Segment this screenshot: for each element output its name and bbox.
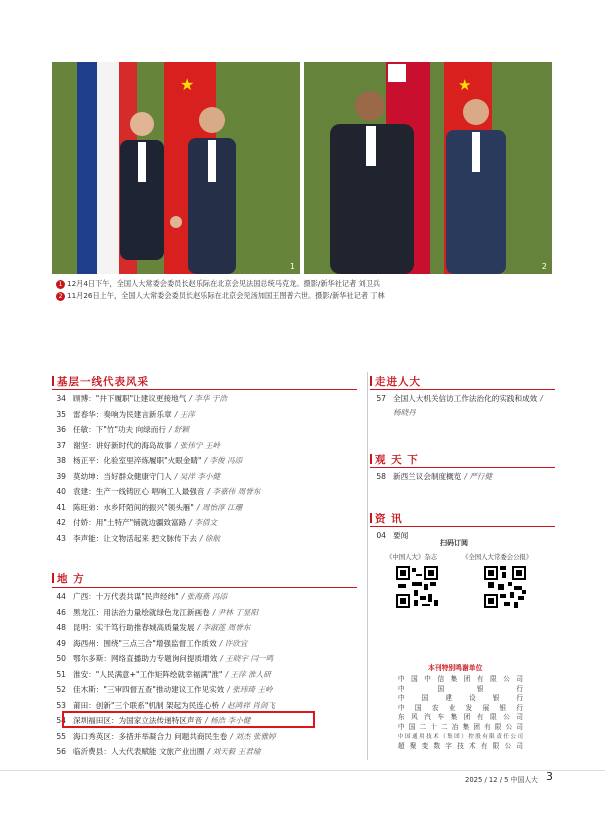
toc-title: 佳木斯："三审四督五查"推动建议工作见实效 xyxy=(73,685,225,694)
toc-page: 40 xyxy=(56,487,66,496)
toc-page: 48 xyxy=(56,623,66,632)
toc-author: / 尹林 丁显阳 xyxy=(212,607,259,617)
toc-title: 昆明：实干笃行助推春城高质量发展 xyxy=(73,623,195,632)
toc-author: / 舒颖 xyxy=(168,425,190,434)
toc-author: / 王萍 xyxy=(174,409,195,419)
sponsor-item: 中国建设银行 xyxy=(398,694,523,703)
heading-bar xyxy=(52,573,54,583)
toc-title: 李声能：让文物活起来 把文脉传下去 xyxy=(73,533,197,543)
toc-author: / 杨晓丹 xyxy=(393,394,543,417)
sponsor-item: 中国通用技术（集团）控股有限责任公司 xyxy=(398,733,523,740)
svg-text:★: ★ xyxy=(458,76,472,94)
toc-page: 54 xyxy=(56,716,66,725)
toc-author: / 李嘉伟 周誉东 xyxy=(207,487,261,496)
heading-bar xyxy=(370,513,372,523)
sponsor-list xyxy=(398,675,523,752)
toc-item[interactable] xyxy=(52,620,362,636)
heading-bar xyxy=(52,376,54,386)
toc-list-local xyxy=(52,589,362,760)
sponsor-item: 中国银行 xyxy=(398,684,523,693)
photo-captions xyxy=(56,278,556,302)
sponsor-item: 中国二十二冶集团有限公司 xyxy=(398,722,523,731)
toc-item[interactable] xyxy=(52,438,362,454)
toc-page: 55 xyxy=(56,731,66,741)
toc-item[interactable] xyxy=(52,500,362,516)
section-heading-into-npc xyxy=(370,374,421,389)
toc-author: / 赵鸿祥 肖剑飞 xyxy=(222,700,276,710)
toc-item[interactable] xyxy=(52,636,362,652)
toc-title: 鄂尔多斯：网络直播助力专题询问提质增效 xyxy=(73,654,218,663)
section-heading-local xyxy=(52,571,85,586)
toc-page: 34 xyxy=(56,394,66,403)
toc-item[interactable] xyxy=(52,605,362,621)
caption-number-1: 1 xyxy=(56,280,65,289)
highlight-box xyxy=(62,711,315,728)
toc-title: 袁建：生产一线铸匠心 唱响工人最强音 xyxy=(73,487,205,496)
section-heading-news xyxy=(370,511,403,526)
column-divider xyxy=(367,372,368,760)
photo-illustration-1 xyxy=(52,62,300,274)
section-heading-world xyxy=(370,452,419,467)
section-heading-text: 观 天 下 xyxy=(375,454,419,466)
toc-item[interactable] xyxy=(52,744,362,760)
toc-item[interactable] xyxy=(52,729,362,745)
toc-author: / 李俊 冯添 xyxy=(204,456,243,465)
qr-label-gazette: 《全国人大常委会公报》 xyxy=(462,553,533,561)
toc-title: 陈旺弟：水乡阡陌间的振兴"领头雁" xyxy=(73,502,194,512)
heading-bar xyxy=(370,454,372,464)
toc-list-into-npc xyxy=(372,392,552,420)
toc-title: 广西：十万代表共谋"民声经纬" xyxy=(73,592,179,601)
section-divider xyxy=(52,587,357,588)
svg-text:★: ★ xyxy=(180,75,195,94)
toc-page: 41 xyxy=(56,502,66,512)
toc-author: / 许欣宜 xyxy=(219,638,248,648)
toc-author: / 张玮琦 王岭 xyxy=(227,685,273,694)
toc-item[interactable] xyxy=(52,651,362,667)
toc-page: 38 xyxy=(56,456,66,465)
toc-title: 黑龙江：用法治力量绘就绿色龙江新画卷 xyxy=(73,607,210,617)
toc-page: 37 xyxy=(56,440,66,450)
section-divider xyxy=(52,389,357,390)
toc-author: / 李淑莲 周誉东 xyxy=(197,623,251,632)
toc-item[interactable] xyxy=(52,531,362,547)
toc-author: / 李倩文 xyxy=(189,518,218,527)
photo-meeting-2 xyxy=(304,62,552,274)
photo-number-1: 1 xyxy=(289,262,295,271)
toc-title: 谢坚：讲好新时代的海岛故事 xyxy=(73,440,172,450)
toc-title: 任敏：下"竹"功夫 向绿而行 xyxy=(73,425,166,434)
section-heading-text: 资 讯 xyxy=(375,513,403,525)
toc-author: / 严行健 xyxy=(464,472,493,481)
qr-code-magazine[interactable] xyxy=(396,566,438,608)
photo-number-2: 2 xyxy=(541,262,547,271)
toc-author: / 王萍 淮人研 xyxy=(225,669,271,679)
section-divider xyxy=(370,526,555,527)
footer-divider xyxy=(0,770,605,771)
toc-page: 44 xyxy=(56,592,66,601)
toc-page: 46 xyxy=(56,607,66,617)
toc-author: / 刘天毅 王君瑜 xyxy=(207,747,261,756)
toc-title: 付娇：用"土特产"铺就边疆致富路 xyxy=(73,518,187,527)
toc-item[interactable] xyxy=(52,422,362,438)
section-heading-representatives xyxy=(52,374,149,389)
toc-page: 36 xyxy=(56,425,66,434)
sponsor-item: 东风汽车集团有限公司 xyxy=(398,713,523,722)
qr-code-gazette[interactable] xyxy=(484,566,526,608)
toc-item[interactable] xyxy=(52,469,362,485)
toc-author: / 周怡淳 江珊 xyxy=(196,502,243,512)
sponsor-item: 中国中信集团有限公司 xyxy=(398,675,523,683)
toc-author: / 杨浩 李小健 xyxy=(205,716,251,725)
toc-title: 海西州：围绕"三点三合"增强监督工作质效 xyxy=(73,638,217,648)
toc-title: 新西兰议会制度概览 xyxy=(393,472,462,481)
toc-page: 43 xyxy=(56,533,66,543)
toc-author: / 张海燕 冯添 xyxy=(181,592,228,601)
toc-title-wrap xyxy=(393,392,552,420)
section-heading-text: 地 方 xyxy=(57,573,85,585)
toc-page: 57 xyxy=(376,394,386,403)
page-number: 3 xyxy=(546,770,553,783)
caption-text-2: 11月26日上午，全国人大常委会委员长赵乐际在北京会见汤加国王图普六世。摄影/新华社记者 丁林 xyxy=(67,291,385,300)
toc-author: / 张伟宁 王岭 xyxy=(174,440,221,450)
sponsor-item: 超聚变数字技术有限公司 xyxy=(398,742,523,751)
toc-author: / 吴洋 李小健 xyxy=(174,471,221,481)
toc-author: / 李华 于浩 xyxy=(189,394,228,403)
toc-author: / 徐航 xyxy=(199,533,221,543)
toc-title: 要闻 xyxy=(393,531,409,540)
section-heading-text: 走进人大 xyxy=(375,376,421,388)
toc-item[interactable] xyxy=(52,589,362,605)
section-heading-text: 基层一线代表风采 xyxy=(57,376,149,388)
heading-bar xyxy=(370,376,372,386)
toc-title: 淮安："人民满意+"工作矩阵绘就幸福满"淮" xyxy=(73,669,223,679)
toc-title: 顾博："井下履职"让建议更接地气 xyxy=(73,394,187,403)
toc-author: / 王晓宇 闫一鸣 xyxy=(220,654,274,663)
toc-title: 雷春华：奏响为民建言新乐章 xyxy=(73,409,172,419)
toc-page: 51 xyxy=(56,669,66,679)
toc-item[interactable] xyxy=(372,469,552,485)
caption-number-2: 2 xyxy=(56,292,65,301)
caption-2 xyxy=(56,290,556,302)
toc-title: 莆田：创新"三个联系"机制 架起为民连心桥 xyxy=(73,700,220,710)
toc-item[interactable] xyxy=(52,484,362,500)
toc-list-representatives xyxy=(52,391,362,546)
qr-label-magazine: 《中国人大》杂志 xyxy=(386,553,438,561)
toc-page: 58 xyxy=(376,472,386,481)
toc-page: 49 xyxy=(56,638,66,648)
toc-title: 杨正平：化验室里淬炼履职"火眼金睛" xyxy=(73,456,202,465)
toc-title: 全国人大机关信访工作法治化的实践和成效 xyxy=(393,394,538,403)
toc-page: 53 xyxy=(56,700,66,710)
toc-page: 42 xyxy=(56,518,66,527)
caption-1 xyxy=(56,278,556,290)
toc-page: 50 xyxy=(56,654,66,663)
toc-page: 35 xyxy=(56,409,66,419)
toc-title: 临沂费县：人大代表赋能 文旅产业出圈 xyxy=(73,747,205,756)
toc-item[interactable] xyxy=(52,515,362,531)
subscribe-title: 扫码订阅 xyxy=(440,539,468,547)
footer-issue: 2025 / 12 / 5 中国人大 xyxy=(465,776,538,784)
toc-item[interactable] xyxy=(52,682,362,698)
caption-text-1: 12月4日下午，全国人大常委会委员长赵乐际在北京会见法国总统马克龙。摄影/新华社记者 刘卫兵 xyxy=(67,279,381,288)
section-divider xyxy=(370,467,555,468)
toc-page: 39 xyxy=(56,471,66,481)
toc-page: 56 xyxy=(56,747,66,756)
toc-title: 莫幼坤：当好群众健康守门人 xyxy=(73,471,172,481)
toc-page: 04 xyxy=(376,531,386,540)
toc-item[interactable] xyxy=(52,407,362,423)
toc-item[interactable] xyxy=(52,667,362,683)
toc-list-world xyxy=(372,469,552,485)
toc-item[interactable] xyxy=(52,391,362,407)
sponsor-item: 中国农业发展银行 xyxy=(398,703,523,712)
toc-author: / 刘杰 张雅婷 xyxy=(230,731,276,741)
toc-title: 海口秀英区：多措并举凝合力 问题共商民生卷 xyxy=(73,731,228,741)
photo-illustration-2 xyxy=(304,62,552,274)
sponsor-title: 本刊特别鸣谢单位 xyxy=(428,664,483,672)
toc-item[interactable] xyxy=(52,453,362,469)
photo-meeting-1 xyxy=(52,62,300,274)
toc-item[interactable] xyxy=(372,392,552,420)
toc-page: 52 xyxy=(56,685,66,694)
toc-title: 深圳福田区：为国家立法传递特区声音 xyxy=(73,716,203,725)
section-divider xyxy=(370,389,555,390)
